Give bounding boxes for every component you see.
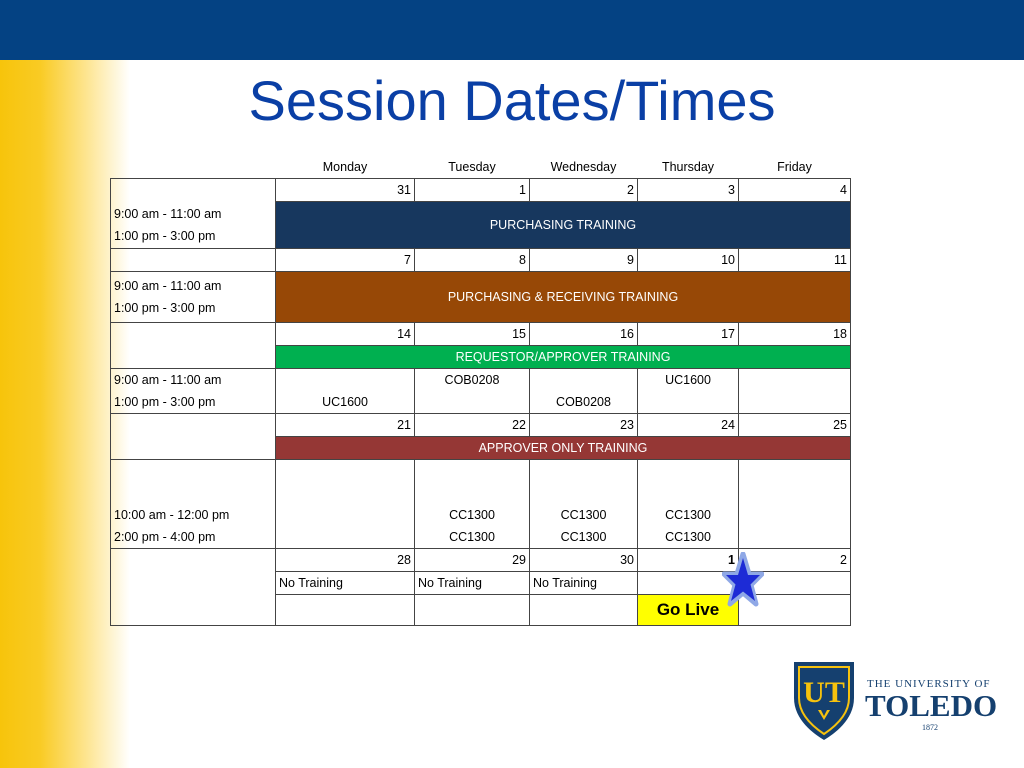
room-cell xyxy=(739,391,851,414)
room-cell: COB0208 xyxy=(530,391,638,414)
note-cell: No Training xyxy=(276,572,415,595)
room-cell xyxy=(739,526,851,549)
go-live-cell: Go Live xyxy=(638,595,739,626)
room-cell: CC1300 xyxy=(415,504,530,526)
shield-icon xyxy=(794,662,854,740)
week1-date-row xyxy=(111,179,851,202)
week3-time-blank xyxy=(111,323,276,346)
room-cell: CC1300 xyxy=(415,526,530,549)
week3-time-1: 9:00 am - 11:00 am xyxy=(111,369,276,392)
university-of-toledo-logo xyxy=(790,658,1000,742)
room-cell: CC1300 xyxy=(530,526,638,549)
header-blank xyxy=(111,156,276,179)
header-wednesday: Wednesday xyxy=(550,160,617,174)
week4-time-2: 2:00 pm - 4:00 pm xyxy=(111,526,276,549)
date-cell: 1 xyxy=(415,179,530,202)
week1-time-2: 1:00 pm - 3:00 pm xyxy=(114,229,216,243)
date-cell: 23 xyxy=(530,414,638,437)
star-icon xyxy=(722,552,764,612)
room-cell xyxy=(276,526,415,549)
week1-session-row xyxy=(111,202,851,249)
week5-golive-blank xyxy=(111,595,276,626)
date-cell: 28 xyxy=(276,549,415,572)
header-row xyxy=(111,156,851,179)
date-cell: 30 xyxy=(530,549,638,572)
date-cell: 8 xyxy=(415,249,530,272)
date-cell: 7 xyxy=(276,249,415,272)
spacer-cell xyxy=(739,460,851,505)
week3-session-row-1 xyxy=(111,369,851,392)
date-cell: 10 xyxy=(638,249,739,272)
purchasing-receiving-training-band: PURCHASING & RECEIVING TRAINING xyxy=(276,272,851,323)
header-friday: Friday xyxy=(777,160,812,174)
week3-band-blank xyxy=(111,346,276,369)
room-cell xyxy=(415,391,530,414)
note-cell: No Training xyxy=(415,572,530,595)
room-cell: UC1600 xyxy=(276,391,415,414)
spacer-cell xyxy=(530,460,638,505)
week4-time-blank xyxy=(111,414,276,437)
date-cell: 29 xyxy=(415,549,530,572)
week4-session-row-2 xyxy=(111,526,851,549)
date-cell: 24 xyxy=(638,414,739,437)
note-cell: No Training xyxy=(530,572,638,595)
requestor-approver-training-band: REQUESTOR/APPROVER TRAINING xyxy=(276,346,851,369)
date-cell: 2 xyxy=(530,179,638,202)
week2-time-2: 1:00 pm - 3:00 pm xyxy=(114,301,216,315)
date-cell: 17 xyxy=(638,323,739,346)
room-cell: CC1300 xyxy=(638,504,739,526)
logo-line1: THE UNIVERSITY OF xyxy=(867,678,991,690)
spacer-cell xyxy=(415,460,530,505)
week3-session-row-2 xyxy=(111,391,851,414)
week2-session-row xyxy=(111,272,851,323)
week4-date-row xyxy=(111,414,851,437)
week3-time-2: 1:00 pm - 3:00 pm xyxy=(111,391,276,414)
date-cell: 11 xyxy=(739,249,851,272)
date-cell: 3 xyxy=(638,179,739,202)
week2-date-row xyxy=(111,249,851,272)
empty-cell xyxy=(415,595,530,626)
svg-text:UT: UT xyxy=(803,676,845,709)
room-cell xyxy=(739,369,851,392)
week1-time-1: 9:00 am - 11:00 am xyxy=(114,207,222,221)
week4-session-row-1 xyxy=(111,504,851,526)
week4-time-1: 10:00 am - 12:00 pm xyxy=(111,504,276,526)
date-cell: 14 xyxy=(276,323,415,346)
week4-band-blank xyxy=(111,437,276,460)
date-cell: 1 xyxy=(638,549,739,572)
date-cell: 16 xyxy=(530,323,638,346)
approver-only-training-band: APPROVER ONLY TRAINING xyxy=(276,437,851,460)
date-cell: 9 xyxy=(530,249,638,272)
header-thursday: Thursday xyxy=(661,160,715,174)
week1-times xyxy=(111,202,276,249)
date-cell: 21 xyxy=(276,414,415,437)
room-cell: COB0208 xyxy=(415,369,530,392)
week4-spacer xyxy=(111,460,276,505)
page-title: Session Dates/Times xyxy=(248,69,776,132)
room-cell xyxy=(276,369,415,392)
header-tuesday: Tuesday xyxy=(448,160,496,174)
date-cell: 31 xyxy=(276,179,415,202)
empty-cell xyxy=(530,595,638,626)
room-cell xyxy=(638,391,739,414)
header-monday: Monday xyxy=(322,160,368,174)
week4-band-row xyxy=(111,437,851,460)
empty-cell xyxy=(276,595,415,626)
week2-times xyxy=(111,272,276,323)
date-cell: 18 xyxy=(739,323,851,346)
logo-line2: TOLEDO xyxy=(865,688,998,723)
logo-year: 1872 xyxy=(922,723,938,732)
week3-band-row xyxy=(111,346,851,369)
top-banner xyxy=(0,0,1024,60)
week2-time-1: 9:00 am - 11:00 am xyxy=(114,279,222,293)
date-cell: 15 xyxy=(415,323,530,346)
week3-date-row xyxy=(111,323,851,346)
spacer-cell xyxy=(638,460,739,505)
room-cell: UC1600 xyxy=(638,369,739,392)
date-cell: 22 xyxy=(415,414,530,437)
date-cell: 2 xyxy=(739,549,851,572)
room-cell: CC1300 xyxy=(530,504,638,526)
date-cell: 4 xyxy=(739,179,851,202)
week5-time-blank xyxy=(111,549,276,572)
date-cell: 25 xyxy=(739,414,851,437)
week5-notes-blank xyxy=(111,572,276,595)
purchasing-training-band: PURCHASING TRAINING xyxy=(276,202,851,249)
room-cell xyxy=(739,504,851,526)
room-cell xyxy=(276,504,415,526)
room-cell xyxy=(530,369,638,392)
week1-time-blank xyxy=(111,179,276,202)
spacer-cell xyxy=(276,460,415,505)
week2-time-blank xyxy=(111,249,276,272)
room-cell: CC1300 xyxy=(638,526,739,549)
week4-spacer-row xyxy=(111,460,851,505)
